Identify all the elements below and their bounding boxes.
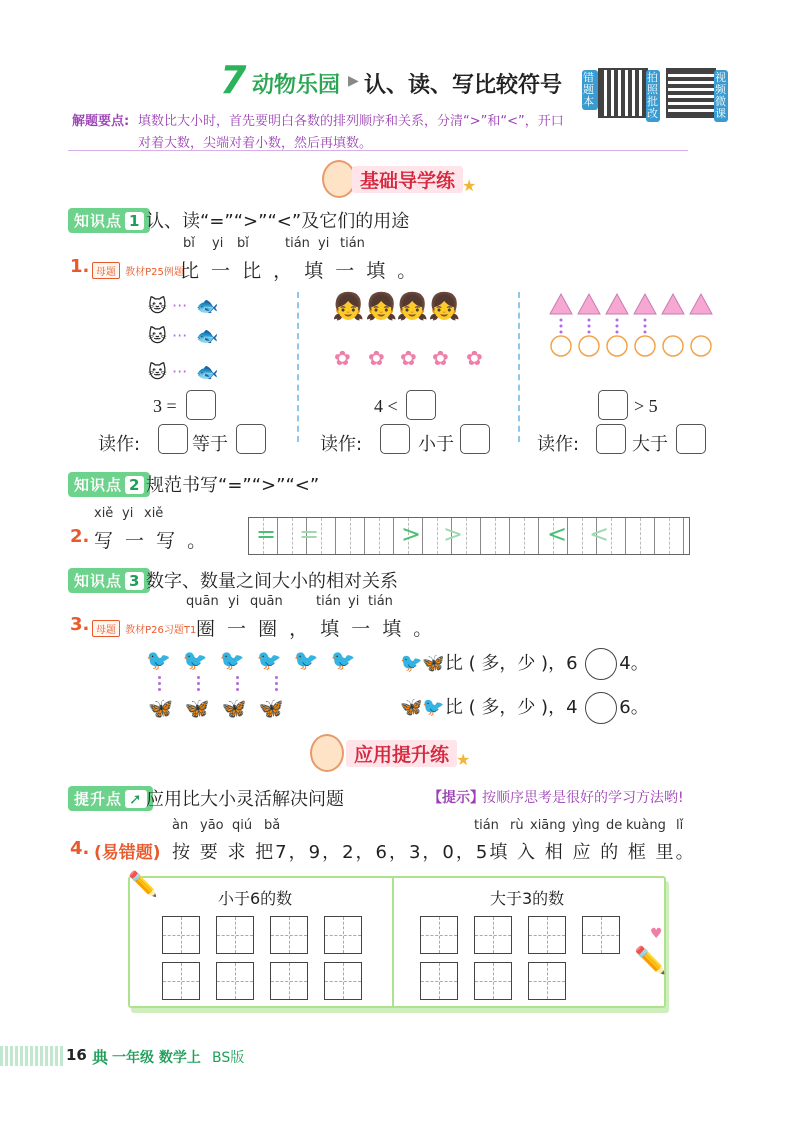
knowledge-point-3-badge — [68, 568, 150, 593]
answer-box[interactable] — [460, 424, 490, 454]
tip-line-1: 填数比大小时，首先要明白各数的排列顺序和关系，分清“>”和“<”，开口 — [138, 114, 564, 129]
q4-pinyin-3: qiú — [232, 818, 253, 833]
knowledge-num: 2 — [125, 476, 144, 494]
q1-number: 1. — [70, 256, 90, 277]
qr-code-1-side: 拍照批改 — [647, 71, 658, 120]
flower-icon: ✿ — [466, 346, 483, 370]
knowledge-label: 知识点 — [74, 476, 123, 494]
read-label: 读作: — [537, 434, 580, 455]
answer-cell[interactable] — [216, 962, 254, 1000]
q4-pinyin-10: kuàng — [626, 818, 666, 833]
circle-icon — [579, 336, 599, 356]
pencil-mascot-icon: ✏️ — [128, 870, 158, 898]
triangle-icon — [578, 294, 600, 314]
answer-cell[interactable] — [474, 962, 512, 1000]
girl-icon: 👧 — [332, 292, 365, 322]
knowledge-point-3-title: 数字、数量之间大小的相对关系 — [146, 571, 398, 592]
knowledge-label: 知识点 — [74, 212, 123, 230]
tip-divider — [68, 150, 688, 151]
answer-cell[interactable] — [162, 916, 200, 954]
q4-pinyin-1: àn — [172, 818, 189, 833]
flower-icon: ✿ — [334, 346, 351, 370]
answer-cell[interactable] — [270, 962, 308, 1000]
q4-pinyin-9: de — [606, 818, 623, 833]
q1-right-expression: > 5 — [634, 396, 658, 416]
circle-icon — [691, 336, 711, 356]
book-name: 一年级 数学上 — [112, 1050, 201, 1066]
star-icon: ★ — [462, 176, 477, 195]
q3-pinyin-3: quān — [250, 594, 283, 609]
knowledge-label: 知识点 — [74, 572, 123, 590]
answer-box[interactable] — [236, 424, 266, 454]
qr-code-1[interactable] — [598, 68, 648, 118]
mascot-icon-1 — [322, 160, 356, 198]
answer-cell[interactable] — [420, 962, 458, 1000]
answer-box[interactable] — [598, 390, 628, 420]
cat-icon: 🐱 — [148, 296, 167, 317]
knowledge-point-2-title: 规范书写“=”“>”“<” — [146, 475, 320, 496]
dragonfly-row: 🦋🦋🦋🦋 — [148, 696, 296, 720]
q4-pinyin-8: yìng — [572, 818, 600, 833]
dots-connector: ··· — [172, 362, 188, 381]
q3-pinyin-5: yi — [348, 594, 360, 609]
writing-grid[interactable] — [248, 517, 690, 555]
fish-icon: 🐟 — [196, 296, 219, 317]
choice-text: ( 多，少 )，4 — [468, 697, 578, 718]
dots-connector: ··· — [172, 326, 188, 345]
right-title: 大于3的数 — [490, 889, 565, 908]
answer-box[interactable] — [158, 424, 188, 454]
q2-pinyin-3: xiě — [144, 506, 164, 521]
answer-box[interactable] — [406, 390, 436, 420]
panel-divider — [518, 292, 520, 442]
flower-icon: ✿ — [432, 346, 449, 370]
arrow-icon: ▶ — [348, 73, 359, 89]
pencil-mascot-icon: ✏️ — [634, 946, 667, 976]
answer-cell[interactable] — [474, 916, 512, 954]
cat-icon: 🐱 — [148, 326, 167, 347]
relation-equal: 等于 — [192, 434, 228, 455]
triangle-icon — [662, 294, 684, 314]
tag-reference: 教材P26习题T1 — [125, 625, 197, 636]
cat-icon: 🐱 — [148, 362, 167, 383]
edition: BS版 — [212, 1050, 245, 1066]
fish-icon: 🐟 — [196, 326, 219, 347]
q1-pinyin-6: tián — [340, 236, 365, 251]
symbol-sample: = — [256, 520, 277, 548]
q4-pinyin-6: rù — [510, 818, 524, 833]
q1-pinyin-2: yi — [212, 236, 224, 251]
circle-icon — [663, 336, 683, 356]
lesson-number: 7 — [220, 58, 247, 102]
compare-end: 4。 — [619, 653, 649, 674]
qr-code-2-side: 视频微课 — [715, 71, 726, 120]
swallow-icon: 🐦 — [422, 697, 445, 718]
symbol-trace: > — [443, 520, 464, 548]
q1-tag — [92, 260, 184, 279]
girl-icon: 👧 — [396, 292, 429, 322]
q2-pinyin-1: xiě — [94, 506, 114, 521]
symbol-trace: < — [589, 520, 610, 548]
left-title: 小于6的数 — [218, 889, 293, 908]
q4-pinyin-11: lǐ — [676, 818, 684, 833]
answer-cell[interactable] — [528, 916, 566, 954]
answer-cell[interactable] — [324, 962, 362, 1000]
q4-text: 按 要 求 把7，9，2，6，3，0，5填 入 相 应 的 框 里。 — [172, 842, 696, 863]
girl-icon: 👧 — [365, 292, 398, 322]
read-label: 读作: — [98, 434, 141, 455]
section-title-apply: 应用提升练 — [346, 740, 457, 767]
relation-greater: 大于 — [632, 434, 668, 455]
q3-pinyin-6: tián — [368, 594, 393, 609]
knowledge-num: 1 — [125, 212, 144, 230]
q3-pinyin-1: quān — [186, 594, 219, 609]
tag-reference: 教材P25例题 — [125, 267, 184, 278]
q4-pinyin-2: yāo — [200, 818, 224, 833]
answer-cell[interactable] — [324, 916, 362, 954]
relation-less: 小于 — [418, 434, 454, 455]
book-spine — [392, 878, 394, 1006]
q4-number: 4. — [70, 838, 90, 859]
answer-box[interactable] — [676, 424, 706, 454]
knowledge-num: 3 — [125, 572, 144, 590]
dots-connector: ··· — [172, 296, 188, 315]
hint-label: 【提示】 — [428, 790, 484, 806]
star-icon: ★ — [456, 750, 471, 769]
compare-word: 比 — [444, 697, 463, 718]
section-title-basic: 基础导学练 — [352, 166, 463, 193]
answer-cell[interactable] — [420, 916, 458, 954]
q4-pinyin-7: xiāng — [530, 818, 566, 833]
tip-line-2: 对着大数，尖端对着小数，然后再填数。 — [138, 136, 373, 151]
read-label: 读作: — [320, 434, 363, 455]
rocket-icon: ➚ — [125, 790, 147, 808]
improvement-label: 提升点 — [74, 790, 123, 808]
triangle-icon — [634, 294, 656, 314]
mascot-icon-2 — [310, 734, 344, 772]
tip-label: 解题要点: — [72, 114, 130, 129]
mother-question-tag: 母题 — [92, 620, 120, 637]
triangle-icon — [550, 294, 572, 314]
q3-line-1 — [400, 648, 649, 680]
triangles-row — [548, 292, 714, 362]
answer-cell[interactable] — [270, 916, 308, 954]
answer-cell[interactable] — [528, 962, 566, 1000]
q1-pinyin-4: tián — [285, 236, 310, 251]
q1-text: 比 一 比 ， 填 一 填 。 — [180, 260, 420, 282]
circle-icon — [607, 336, 627, 356]
dragonfly-icon: 🦋 — [422, 653, 445, 674]
q1-pinyin-3: bǐ — [237, 236, 249, 251]
q3-pinyin-2: yi — [228, 594, 240, 609]
q3-number: 3. — [70, 614, 90, 635]
panel-divider — [297, 292, 299, 442]
improvement-point-badge — [68, 786, 153, 811]
unit-title: 动物乐园 — [252, 73, 341, 98]
footer-bar — [0, 1046, 64, 1066]
knowledge-point-1-title: 认、读“=”“>”“<”及它们的用途 — [146, 211, 410, 232]
symbol-trace: = — [299, 520, 320, 548]
dragonfly-icon: 🦋 — [400, 697, 423, 718]
q1-pinyin-5: yi — [318, 236, 330, 251]
qr-code-1-label: 错题本 — [582, 70, 598, 110]
brand-logo: 典 — [92, 1048, 109, 1067]
triangle-icon — [606, 294, 628, 314]
qr-code-2[interactable] — [666, 68, 716, 118]
flower-icon: ✿ — [368, 346, 385, 370]
q4-pinyin-4: bǎ — [264, 818, 281, 833]
circle-icon — [551, 336, 571, 356]
swallow-row: 🐦🐦🐦🐦🐦🐦 — [146, 648, 368, 672]
improvement-point-title: 应用比大小灵活解决问题 — [146, 789, 344, 810]
girl-icon: 👧 — [428, 292, 461, 322]
flower-icon: ✿ — [400, 346, 417, 370]
compare-word: 比 — [444, 653, 463, 674]
knowledge-point-2-badge — [68, 472, 150, 497]
q2-text: 写 一 写 。 — [94, 530, 210, 552]
answer-cell[interactable] — [582, 916, 620, 954]
q4-pinyin-5: tián — [474, 818, 499, 833]
lesson-title: 认、读、写比较符号 — [364, 73, 563, 98]
hint-text: 按顺序思考是很好的学习方法哟! — [482, 790, 684, 806]
fish-icon: 🐟 — [196, 362, 219, 383]
q1-left-expression: 3 = — [153, 396, 177, 416]
q1-pinyin-1: bǐ — [183, 236, 195, 251]
choice-text: ( 多，少 )，6 — [468, 653, 578, 674]
answer-circle[interactable] — [585, 692, 617, 724]
answer-book — [128, 876, 666, 1008]
q3-pinyin-4: tián — [316, 594, 341, 609]
answer-box[interactable] — [596, 424, 626, 454]
compare-end: 6。 — [619, 697, 649, 718]
mother-question-tag: 母题 — [92, 262, 120, 279]
answer-circle[interactable] — [585, 648, 617, 680]
answer-cell[interactable] — [162, 962, 200, 1000]
q3-tag — [92, 618, 196, 637]
symbol-sample: > — [401, 520, 422, 548]
q1-mid-expression: 4 < — [374, 396, 398, 416]
heart-icon: ♥ — [650, 926, 663, 942]
answer-cell[interactable] — [216, 916, 254, 954]
answer-box[interactable] — [186, 390, 216, 420]
q2-number: 2. — [70, 526, 90, 547]
symbol-sample: < — [547, 520, 568, 548]
circle-icon — [635, 336, 655, 356]
swallow-icon: 🐦 — [400, 653, 423, 674]
q3-line-2 — [400, 692, 649, 724]
knowledge-point-1-badge — [68, 208, 150, 233]
q4-tag: (易错题) — [94, 843, 161, 863]
triangle-icon — [690, 294, 712, 314]
q3-text: 圈 一 圈 ， 填 一 填 。 — [196, 618, 436, 640]
page-number: 16 — [66, 1046, 87, 1064]
q2-pinyin-2: yi — [122, 506, 134, 521]
answer-box[interactable] — [380, 424, 410, 454]
